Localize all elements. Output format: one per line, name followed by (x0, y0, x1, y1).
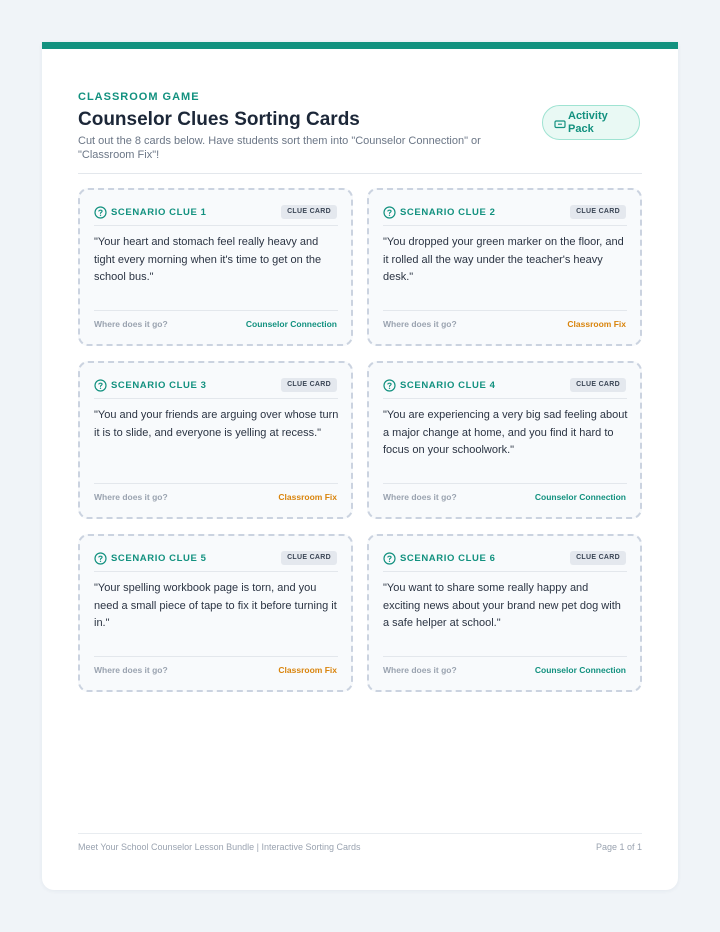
card-header-divider (94, 398, 338, 399)
card-answer: Classroom Fix (278, 665, 337, 675)
card-question: Where does it go? (94, 665, 168, 675)
card-header-divider (383, 225, 627, 226)
clue-card-tag: CLUE CARD (570, 378, 626, 392)
card-footer-divider (383, 483, 627, 484)
header-divider (78, 173, 642, 174)
card-header (383, 551, 626, 571)
clue-card-tag: CLUE CARD (281, 378, 337, 392)
scenario-card[interactable] (367, 361, 642, 519)
card-clue-label: SCENARIO CLUE 3 (111, 380, 207, 391)
card-header-divider (383, 571, 627, 572)
card-header-divider (94, 571, 338, 572)
footer-bundle-name: Meet Your School Counselor Lesson Bundle | Interactive Sorting Cards (78, 842, 361, 852)
question-circle-icon (383, 379, 396, 392)
card-scenario-text: "You are experiencing a very big sad feeling about a major change at home, and you find it hard to focus on your schoolwork." (383, 409, 628, 456)
eyebrow-label: CLASSROOM GAME (78, 91, 200, 103)
card-scenario-text: "Your spelling workbook page is torn, and you need a small piece of tape to fix it before turning it in." (94, 582, 337, 629)
card-question: Where does it go? (94, 319, 168, 329)
card-footer-divider (94, 656, 338, 657)
card-clue-label: SCENARIO CLUE 5 (111, 553, 207, 564)
card-answer: Classroom Fix (567, 319, 626, 329)
worksheet-page (42, 42, 678, 890)
card-answer: Counselor Connection (534, 492, 626, 502)
card-header (383, 378, 626, 398)
scenario-card[interactable] (78, 534, 353, 692)
card-scenario-text: "Your heart and stomach feel really heavy and tight every morning when it's time to get on the school bus." (94, 236, 322, 283)
question-circle-icon (94, 206, 107, 219)
page-title: Counselor Clues Sorting Cards (78, 109, 360, 130)
card-scenario-text: "You dropped your green marker on the floor, and it rolled all the way under the teacher's heavy desk." (383, 236, 624, 283)
card-footer-divider (383, 656, 627, 657)
card-scenario-text: "You want to share some really happy and exciting news about your brand new pet dog with a safe helper at school." (383, 582, 621, 629)
card-header (94, 551, 337, 571)
card-answer: Classroom Fix (278, 492, 337, 502)
page-instructions: Cut out the 8 cards below. Have students sort them into "Counselor Connection" or "Classroom Fix"! (78, 135, 481, 161)
card-clue-label: SCENARIO CLUE 4 (400, 380, 496, 391)
scenario-card[interactable] (78, 188, 353, 346)
scenario-card[interactable] (367, 534, 642, 692)
card-header-divider (94, 225, 338, 226)
card-clue-label: SCENARIO CLUE 2 (400, 207, 496, 218)
card-scenario-text: "You and your friends are arguing over whose turn it is to slide, and everyone is yelling at recess." (94, 409, 339, 439)
card-header (94, 205, 337, 225)
card-clue-label: SCENARIO CLUE 1 (111, 207, 207, 218)
clue-card-tag: CLUE CARD (281, 205, 337, 219)
footer-page-number: Page 1 of 1 (595, 842, 642, 852)
question-circle-icon (94, 552, 107, 565)
clue-card-tag: CLUE CARD (570, 205, 626, 219)
activity-pack-label: Activity Pack (568, 110, 608, 135)
question-circle-icon (383, 206, 396, 219)
scenario-card[interactable] (78, 361, 353, 519)
activity-pack-badge (542, 105, 640, 140)
card-question: Where does it go? (94, 492, 168, 502)
clue-card-tag: CLUE CARD (570, 551, 626, 565)
question-circle-icon (94, 379, 107, 392)
card-footer-divider (94, 483, 338, 484)
footer-divider (78, 833, 642, 834)
ticket-icon (554, 118, 566, 130)
card-answer: Counselor Connection (245, 319, 337, 329)
question-circle-icon (383, 552, 396, 565)
clue-card-tag: CLUE CARD (281, 551, 337, 565)
card-question: Where does it go? (383, 492, 457, 502)
accent-bar (42, 42, 678, 49)
card-header-divider (383, 398, 627, 399)
scenario-card[interactable] (367, 188, 642, 346)
card-header (383, 205, 626, 225)
card-header (94, 378, 337, 398)
card-footer-divider (383, 310, 627, 311)
card-question: Where does it go? (383, 665, 457, 675)
card-footer-divider (94, 310, 338, 311)
card-answer: Counselor Connection (534, 665, 626, 675)
card-question: Where does it go? (383, 319, 457, 329)
card-clue-label: SCENARIO CLUE 6 (400, 553, 496, 564)
